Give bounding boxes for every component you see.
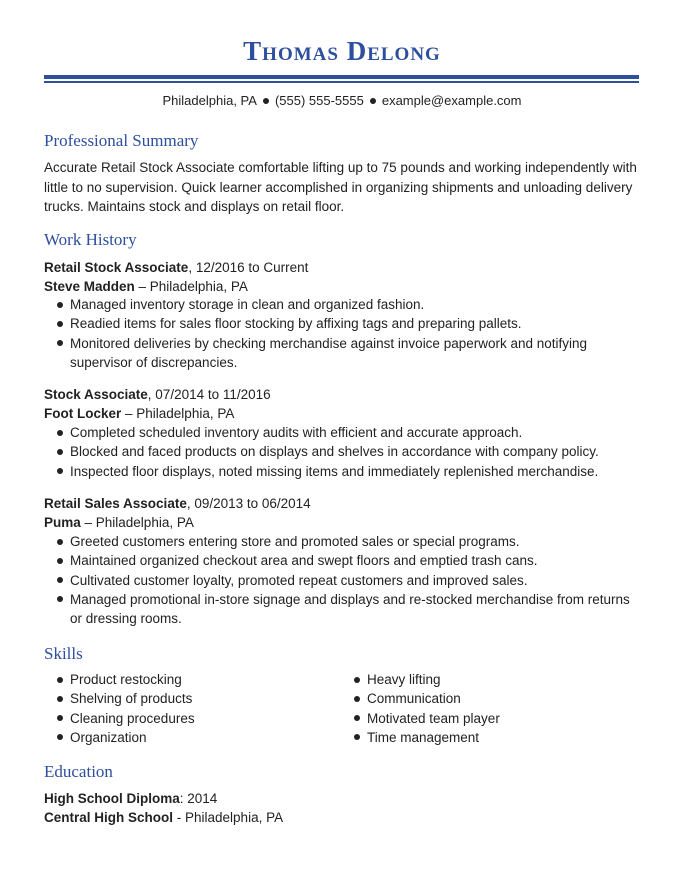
bullet-icon [57, 696, 63, 702]
education-school: Central High School [44, 810, 174, 825]
skills-right-column [341, 670, 601, 747]
list-item: Managed promotional in-store signage and displays and re-stocked merchandise from returns or dressing rooms. [44, 590, 644, 629]
bullet-icon [57, 468, 63, 474]
list-item: Inspected floor displays, noted missing items and immediately replenished merchandise. [44, 462, 644, 481]
list-item: Completed scheduled inventory audits with efficient and accurate approach. [44, 423, 644, 442]
list-item: Product restocking [44, 670, 304, 689]
bullet-icon [57, 321, 63, 327]
bullet-icon [57, 734, 63, 740]
bullet-icon [354, 696, 360, 702]
job-bullets [44, 295, 644, 372]
job-role: Retail Sales Associate [44, 496, 187, 511]
list-item: Communication [341, 689, 601, 708]
bullet-icon [57, 596, 63, 602]
bullet-icon [57, 302, 63, 308]
bullet-icon [57, 558, 63, 564]
job-bullets [44, 532, 644, 628]
job-title-line [44, 385, 271, 404]
list-item: Heavy lifting [341, 670, 601, 689]
section-title-summary: Professional Summary [44, 131, 199, 150]
header-rule-thin [44, 81, 639, 83]
job-company-line [44, 513, 194, 532]
bullet-icon [354, 734, 360, 740]
job-company: Steve Madden [44, 279, 135, 294]
bullet-icon [57, 677, 63, 683]
section-title-work-history: Work History [44, 230, 137, 249]
list-item: Shelving of products [44, 689, 304, 708]
separator-dot-icon [370, 98, 376, 104]
contact-email: example@example.com [381, 93, 522, 108]
bullet-icon [57, 430, 63, 436]
education-degree: High School Diploma [44, 791, 180, 806]
list-item: Readied items for sales floor stocking by affixing tags and preparing pallets. [44, 314, 644, 333]
bullet-icon [354, 677, 360, 683]
job-dates: , 09/2013 to 06/2014 [186, 496, 311, 511]
contact-line [0, 92, 684, 110]
job-location: – Philadelphia, PA [134, 279, 248, 294]
list-item: Managed inventory storage in clean and organized fashion. [44, 295, 644, 314]
job-company-line [44, 277, 248, 296]
bullet-icon [57, 340, 63, 346]
list-item: Blocked and faced products on displays and shelves in accordance with company policy. [44, 442, 644, 461]
education-school-line [44, 808, 283, 827]
education-degree-line [44, 789, 217, 808]
list-item: Motivated team player [341, 709, 601, 728]
bullet-icon [57, 539, 63, 545]
job-dates: , 07/2014 to 11/2016 [147, 387, 271, 402]
bullet-icon [57, 449, 63, 455]
job-company: Foot Locker [44, 406, 122, 421]
contact-phone: (555) 555-5555 [274, 93, 364, 108]
list-item: Cultivated customer loyalty, promoted repeat customers and improved sales. [44, 571, 644, 590]
job-company-line [44, 404, 234, 423]
header-rule-thick [44, 75, 639, 79]
education-location: - Philadelphia, PA [173, 810, 284, 825]
summary-text: Accurate Retail Stock Associate comfortable lifting up to 75 pounds and working independently with little to no supervision. Quick learner accomplished in organizing shipments and unloading delivery trucks. Maintains stock and displays on retail floor. [44, 160, 637, 214]
bullet-icon [57, 577, 63, 583]
bullet-icon [354, 715, 360, 721]
job-dates: , 12/2016 to Current [188, 260, 309, 275]
list-item: Greeted customers entering store and promoted sales or special programs. [44, 532, 644, 551]
job-location: – Philadelphia, PA [80, 515, 194, 530]
job-role: Retail Stock Associate [44, 260, 189, 275]
job-company: Puma [44, 515, 81, 530]
list-item: Maintained organized checkout area and swept floors and emptied trash cans. [44, 551, 644, 570]
job-title-line [44, 494, 311, 513]
list-item: Time management [341, 728, 601, 747]
job-bullets [44, 423, 644, 481]
section-title-skills: Skills [44, 644, 83, 663]
list-item: Organization [44, 728, 304, 747]
separator-dot-icon [263, 98, 269, 104]
list-item: Cleaning procedures [44, 709, 304, 728]
contact-city: Philadelphia, PA [162, 93, 257, 108]
job-role: Stock Associate [44, 387, 148, 402]
applicant-name: Thomas Delong [243, 36, 441, 66]
job-title-line [44, 258, 308, 277]
job-location: – Philadelphia, PA [121, 406, 235, 421]
education-year: : 2014 [179, 791, 218, 806]
bullet-icon [57, 715, 63, 721]
list-item: Monitored deliveries by checking merchandise against invoice paperwork and notifying supervisor of discrepancies. [44, 334, 644, 373]
section-title-education: Education [44, 762, 113, 781]
skills-left-column [44, 670, 304, 747]
